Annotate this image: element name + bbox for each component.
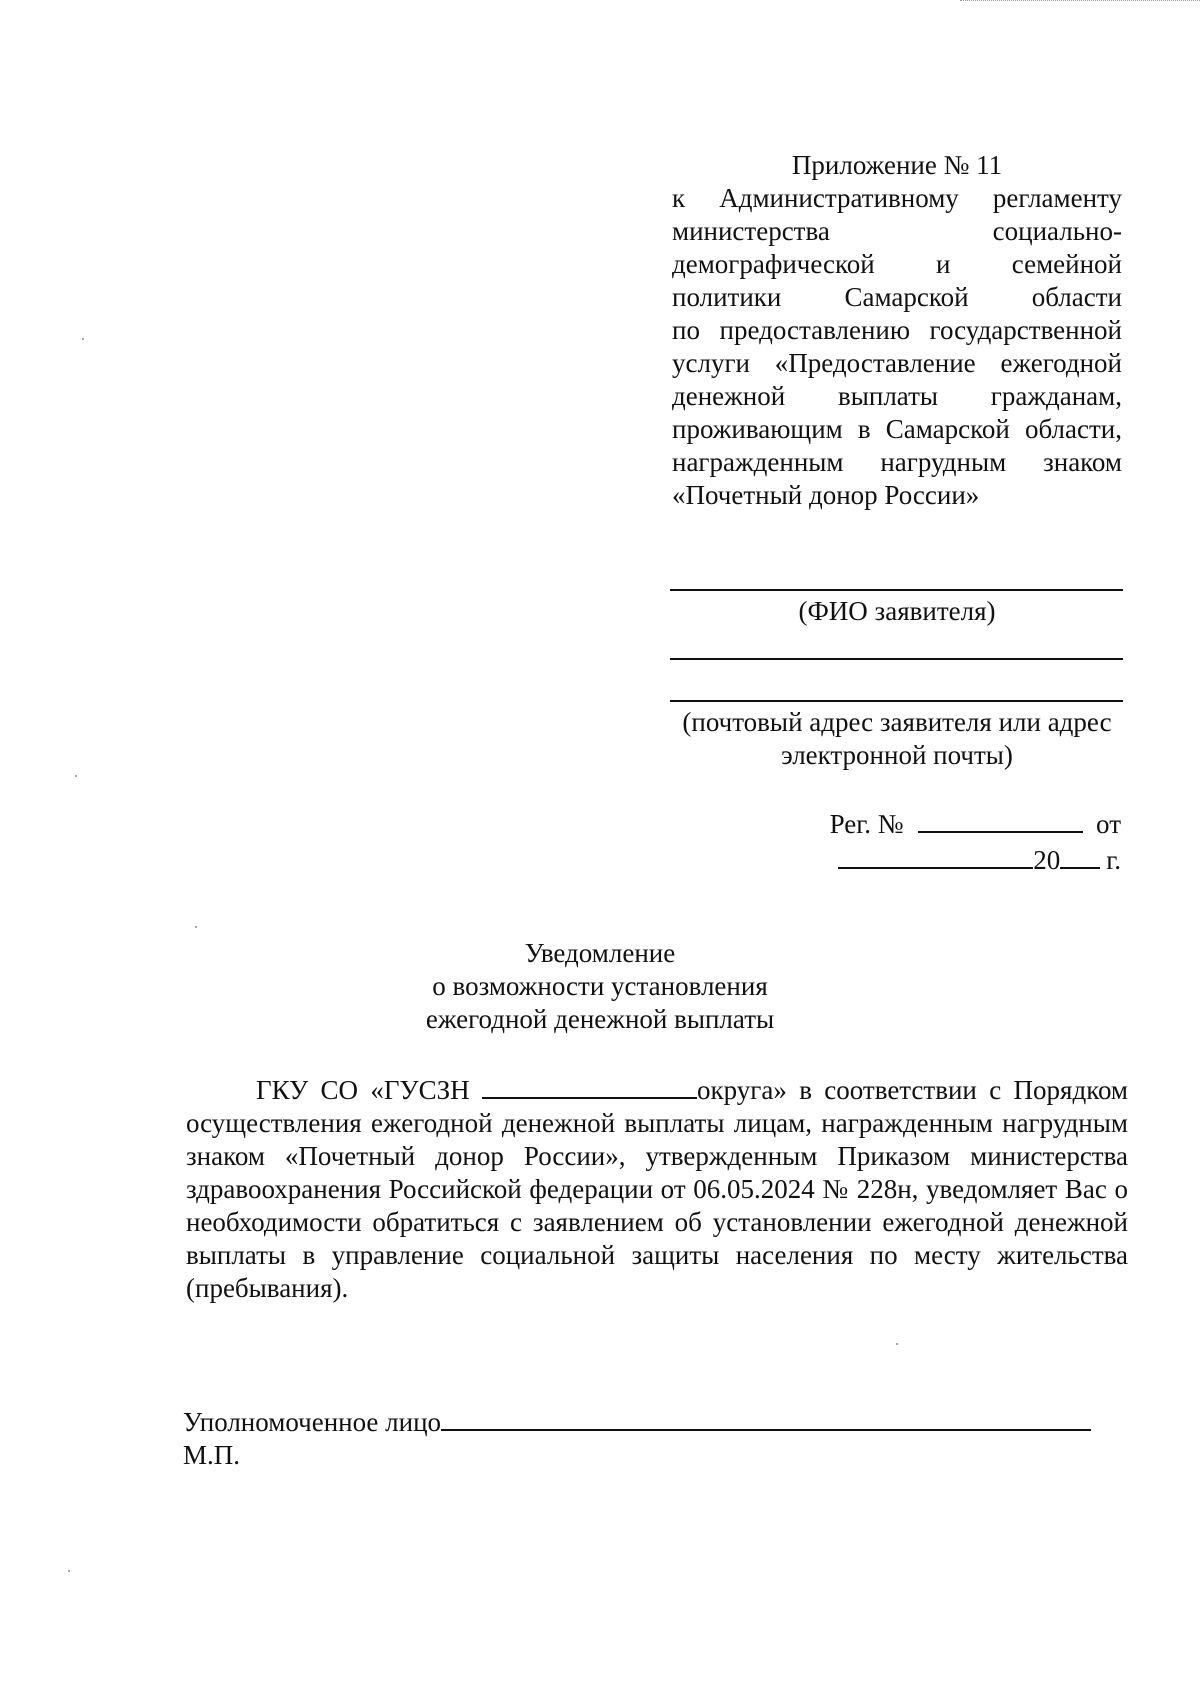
appendix-text xyxy=(672,182,1122,512)
stamp-label: М.П. xyxy=(183,1440,241,1470)
address-caption-line: (почтовый адрес заявителя или адрес xyxy=(682,707,1112,737)
scan-speck xyxy=(75,775,77,777)
scan-speck xyxy=(82,338,84,340)
appendix-line: демографической и семейной xyxy=(672,249,1122,279)
appendix-line: награжденным нагрудным знаком xyxy=(672,447,1122,477)
body-text: округа» в соответствии с Порядком осуществления ежегодной денежной выплаты лицам, награжденным нагрудным знаком «Почетный донор России», утвержденным Приказом министерства здравоохранения Российской федерации от 06.05.2024 № 228н, уведомляет Вас о необходимости обратиться с заявлением об установлении ежегодной денежной выплаты в управление социальной защиты населения по месту жительства (пребывания). xyxy=(186,1075,1129,1303)
authorized-label: Уполномоченное лицо xyxy=(183,1407,442,1437)
appendix-line: политики Самарской области xyxy=(672,282,1122,312)
appendix-block xyxy=(672,149,1122,512)
appendix-line: по предоставлению государственной xyxy=(672,315,1122,345)
org-prefix: ГКУ СО «ГУСЗН xyxy=(256,1075,470,1105)
signature-block xyxy=(183,1403,1091,1472)
date-field[interactable] xyxy=(838,841,1033,869)
year-field[interactable] xyxy=(1060,841,1100,869)
notice-title xyxy=(300,937,900,1036)
registration-block xyxy=(830,805,1121,877)
appendix-line: к Административному регламенту xyxy=(672,183,1122,213)
registration-number-row xyxy=(830,805,1121,841)
address-caption xyxy=(672,706,1122,772)
year-suffix: г. xyxy=(1106,845,1121,875)
appendix-line: денежной выплаты гражданам, xyxy=(672,381,1122,411)
appendix-line: проживающим в Самарской области, xyxy=(672,414,1122,444)
reg-number-field[interactable] xyxy=(918,805,1083,833)
appendix-line: услуги «Предоставление ежегодной xyxy=(672,348,1122,378)
signature-field[interactable] xyxy=(441,1403,1091,1431)
appendix-title: Приложение № 11 xyxy=(791,150,1003,180)
scan-edge-line xyxy=(960,0,1200,1)
appendix-line: «Почетный донор России» xyxy=(672,480,980,510)
district-field[interactable] xyxy=(482,1071,697,1099)
notice-title-line: о возможности установления xyxy=(432,971,768,1001)
scan-speck xyxy=(68,1570,70,1572)
notice-body xyxy=(186,1071,1128,1305)
address-input-line-2[interactable] xyxy=(670,700,1123,702)
address-input-line-1[interactable] xyxy=(670,658,1123,660)
notice-title-line: ежегодной денежной выплаты xyxy=(425,1004,775,1034)
authorized-row xyxy=(183,1403,1091,1439)
fio-input-line[interactable] xyxy=(670,589,1123,591)
scan-speck xyxy=(896,1343,898,1345)
fio-caption: (ФИО заявителя) xyxy=(798,596,996,626)
scan-speck xyxy=(195,926,197,928)
reg-label: Рег. № xyxy=(829,809,904,839)
year-prefix: 20 xyxy=(1033,845,1061,875)
address-caption-line: электронной почты) xyxy=(781,740,1013,770)
appendix-line: министерства социально- xyxy=(672,216,1122,246)
registration-date-row xyxy=(830,841,1121,877)
notice-paragraph xyxy=(186,1071,1128,1305)
notice-title-line: Уведомление xyxy=(524,938,676,968)
from-label: от xyxy=(1096,809,1121,839)
